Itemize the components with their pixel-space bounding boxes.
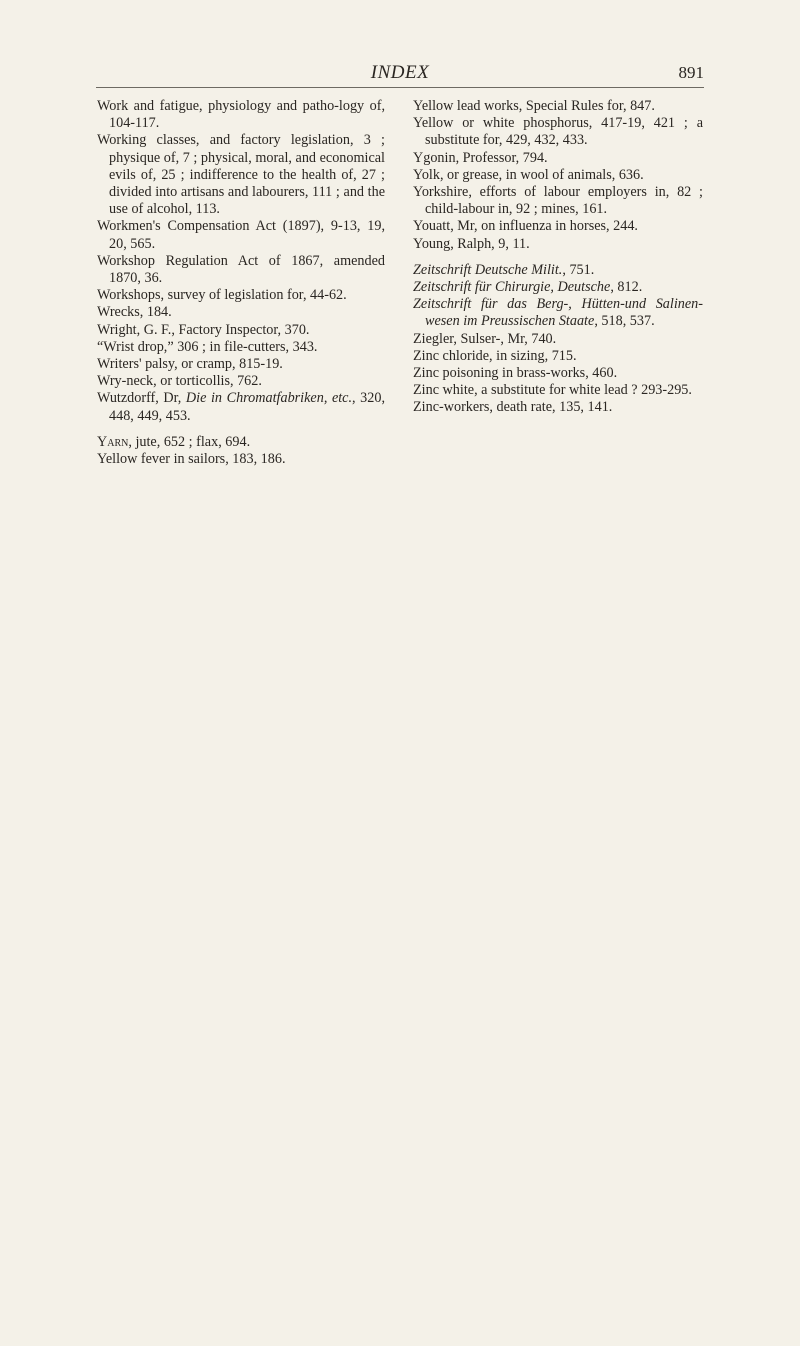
entry-text: “Wrist drop,” 306 ; in file-cutters, 343. [97,338,318,355]
index-entry [97,132,385,218]
index-entry [97,304,385,321]
entry-text: Ziegler, Sulser-, Mr, 740. [413,330,557,347]
index-entry [413,399,703,416]
index-entry [97,373,385,390]
entry-headword: Yarn [97,433,129,450]
index-entry [413,236,703,253]
entry-text: Wright, G. F., Factory Inspector, 370. [97,321,310,338]
left-index-column [97,98,385,468]
index-entry [97,322,385,339]
entry-text: , 518, 537. [594,313,655,330]
entry-text: Zinc chloride, in sizing, 715. [413,347,577,364]
letter-section-gap [413,253,703,262]
index-entry [413,150,703,167]
letter-section-gap [97,425,385,434]
entry-text: Work and fatigue, physiology and patho-logy of, 104-117. [97,98,385,132]
entry-text: Yorkshire, efforts of labour employers in, 82 ; child-labour in, 92 ; mines, 161. [413,184,703,218]
index-entry [97,287,385,304]
index-entry [413,348,703,365]
entry-text: Zinc-workers, death rate, 135, 141. [413,399,613,416]
index-entry [413,184,703,218]
entry-text: Wrecks, 184. [97,304,172,321]
index-entry [97,253,385,287]
index-entry [413,167,703,184]
entry-text: Zinc poisoning in brass-works, 460. [413,365,618,382]
entry-title: Zeitschrift für Chirurgie, Deutsche [413,279,611,296]
entry-text: Workmen's Compensation Act (1897), 9-13, 19, 20, 565. [97,218,385,252]
index-entry [413,218,703,235]
entry-text: Writers' palsy, or cramp, 815-19. [97,356,283,373]
right-index-column [413,98,703,417]
entry-text: Young, Ralph, 9, 11. [413,235,530,252]
entry-text: Wry-neck, or torticollis, 762. [97,373,262,390]
entry-text: Working classes, and factory legislation, 3 ; physique of, 7 ; physical, moral, and economical evils of, 25 ; indifference to the health of, 27 ; divided into artisans and labourers, 111 ; and the use of alcohol, 113. [97,132,385,218]
entry-text: Yolk, or grease, in wool of animals, 636. [413,166,644,183]
entry-text: , 812. [610,279,643,296]
index-entry [413,98,703,115]
entry-title: Die in Chromatfabriken, etc. [185,390,353,407]
entry-text: Zinc white, a substitute for white lead ? 293-295. [413,382,692,399]
entry-text: , 320, 448, 449, 453. [109,390,385,424]
index-entry [413,331,703,348]
index-entry [97,218,385,252]
index-entry [97,339,385,356]
index-entry [97,434,385,451]
index-entry [413,262,703,279]
index-entry [97,451,385,468]
index-entry [413,365,703,382]
index-entry [413,115,703,149]
index-entry [413,279,703,296]
page-number: 891 [678,63,704,82]
index-entry [413,382,703,399]
entry-text: Workshop Regulation Act of 1867, amended 1870, 36. [97,252,385,287]
entry-text: Yellow lead works, Special Rules for, 847. [413,98,655,114]
index-entry [97,390,385,424]
entry-text: , jute, 652 ; flax, 694. [128,433,251,450]
index-entry [413,296,703,330]
header-rule [96,87,704,88]
entry-text: , 751. [562,261,595,278]
entry-text: Youatt, Mr, on influenza in horses, 244. [413,218,638,235]
entry-text: Ygonin, Professor, 794. [413,149,548,166]
entry-text: Yellow or white phosphorus, 417-19, 421 ; a substitute for, 429, 432, 433. [413,115,703,149]
entry-text: Yellow fever in sailors, 183, 186. [97,451,286,468]
entry-text: Wutzdorff, Dr, [97,390,186,407]
page-header [96,62,704,88]
index-entry [97,356,385,373]
entry-title: Zeitschrift für das Berg-, Hütten-und Salinen-wesen im Preussischen Staate [413,296,703,330]
entry-title: Zeitschrift Deutsche Milit. [413,261,563,278]
running-head: INDEX [370,62,430,83]
index-entry [97,98,385,132]
entry-text: Workshops, survey of legislation for, 44-62. [97,287,347,304]
